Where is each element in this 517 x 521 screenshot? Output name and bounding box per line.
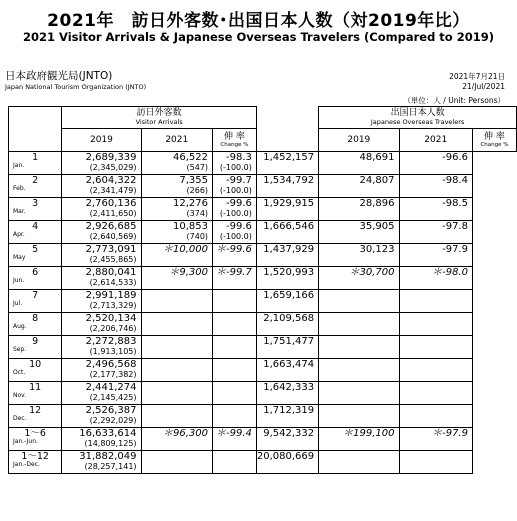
visitor-2021-cell (141, 221, 213, 244)
traveler-header-en: Japanese Overseas Travelers (370, 118, 465, 126)
visitor-2021-cell (141, 428, 213, 451)
table-row (9, 244, 517, 267)
visitor-2021-value: ＊9,300 (169, 267, 209, 278)
traveler-2019-cell (256, 244, 318, 267)
table-spacer-column (256, 107, 318, 152)
traveler-2019-cell (256, 198, 318, 221)
visitor-2021-value: 46,522 (173, 152, 209, 163)
visitor-2021-cell (141, 313, 213, 336)
visitor-2019-subvalue: (14,809,125) (84, 439, 137, 448)
traveler-change-value: -97.9 (442, 244, 468, 255)
month-cell (9, 313, 62, 336)
visitor-2019-subvalue: (2,292,029) (89, 416, 137, 425)
month-number: 7 (32, 290, 39, 301)
month-cell (9, 267, 62, 290)
visitor-2021-value: ＊96,300 (163, 428, 209, 439)
visitor-2021-cell (141, 336, 213, 359)
month-abbr: Feb. (13, 185, 26, 192)
traveler-2019-value: 1,712,319 (263, 405, 315, 416)
traveler-2021-cell (319, 267, 399, 290)
visitor-change-value: -99.7 (226, 175, 252, 186)
visitor-2019-subvalue: (2,411,650) (89, 209, 137, 218)
visitor-2019-value: 2,926,685 (85, 221, 137, 232)
release-date-en: 21/Jul/2021 (462, 82, 505, 91)
visitor-change-cell (213, 244, 257, 267)
month-cell (9, 451, 62, 474)
month-number: 9 (32, 336, 39, 347)
visitor-header-ja: 訪日外客数 (136, 108, 182, 118)
visitor-2019-cell (62, 175, 141, 198)
visitor-change-cell (213, 313, 257, 336)
traveler-2021-cell (319, 382, 399, 405)
table-row (9, 428, 517, 451)
visitor-change-value: ＊-99.6 (216, 244, 252, 255)
month-number: 11 (29, 382, 42, 393)
visitor-2019-subvalue: (2,345,029) (89, 163, 137, 172)
traveler-2019-cell (256, 336, 318, 359)
visitor-2019-cell (62, 428, 141, 451)
month-abbr: Nov. (13, 392, 27, 399)
visitor-2019-cell (62, 152, 141, 175)
month-number: 4 (32, 221, 39, 232)
month-number: 6 (32, 267, 39, 278)
visitor-2019-cell (62, 244, 141, 267)
visitor-change-cell (213, 198, 257, 221)
rate-label-en: Change % (220, 141, 249, 148)
visitor-2019-subvalue: (28,257,141) (84, 462, 137, 471)
visitor-2019-subvalue: (2,713,329) (89, 301, 137, 310)
visitor-2019-cell (62, 336, 141, 359)
table-row (9, 198, 517, 221)
visitor-change-value: ＊-99.4 (216, 428, 252, 439)
traveler-change-value: -97.8 (442, 221, 468, 232)
organization-name-ja: 日本政府観光局(JNTO) (5, 70, 113, 82)
rate-label-ja: 伸 率 (224, 131, 245, 142)
traveler-change-value: ＊-97.9 (432, 428, 468, 439)
visitor-2021-cell (141, 198, 213, 221)
visitor-change-cell (213, 428, 257, 451)
visitor-2019-subvalue: (2,455,865) (89, 255, 137, 264)
month-number: 5 (32, 244, 39, 255)
traveler-change-cell (399, 382, 472, 405)
visitor-2019-cell (62, 313, 141, 336)
traveler-2019-value: 1,534,792 (263, 175, 315, 186)
table-row (9, 313, 517, 336)
traveler-change-cell (399, 359, 472, 382)
traveler-change-cell (399, 221, 472, 244)
visitor-2021-cell (141, 175, 213, 198)
month-abbr: Jan.-Dec. (13, 461, 40, 468)
traveler-2019-value: 1,452,157 (263, 152, 315, 163)
visitor-2021-cell (141, 451, 213, 474)
traveler-2021-cell (319, 175, 399, 198)
visitor-2021-value: 10,853 (173, 221, 209, 232)
month-cell (9, 359, 62, 382)
visitor-2019-value: 2,526,387 (85, 405, 137, 416)
visitor-2019-header: 2019 (62, 129, 141, 152)
visitor-2021-value: 7,355 (179, 175, 209, 186)
visitor-2019-subvalue: (2,614,533) (89, 278, 137, 287)
visitor-change-cell (213, 267, 257, 290)
visitor-2019-cell (62, 290, 141, 313)
traveler-2021-cell (319, 359, 399, 382)
month-cell (9, 152, 62, 175)
visitor-2021-cell (141, 359, 213, 382)
traveler-change-cell (399, 152, 472, 175)
unit-note: （単位：人 / Unit: Persons） (403, 96, 505, 105)
visitor-2021-cell (141, 267, 213, 290)
traveler-2019-value: 2,109,568 (263, 313, 315, 324)
visitor-2019-subvalue: (2,145,425) (89, 393, 137, 402)
visitor-2019-cell (62, 405, 141, 428)
month-abbr: Aug. (13, 323, 27, 330)
visitor-2021-subvalue: (547) (186, 163, 209, 172)
page-subtitle: 2021 Visitor Arrivals & Japanese Overseas Travelers (Compared to 2019) (23, 30, 494, 44)
traveler-change-cell (399, 290, 472, 313)
visitor-change-cell (213, 175, 257, 198)
visitor-change-cell (213, 405, 257, 428)
visitor-2019-value: 2,689,339 (85, 152, 137, 163)
traveler-2019-cell (256, 405, 318, 428)
visitor-2019-value: 2,760,136 (85, 198, 137, 209)
month-cell (9, 198, 62, 221)
month-abbr: May (13, 254, 26, 261)
visitor-2021-cell (141, 405, 213, 428)
traveler-2021-cell (319, 221, 399, 244)
visitor-change-cell (213, 152, 257, 175)
table-row (9, 359, 517, 382)
traveler-change-cell (399, 336, 472, 359)
visitor-2019-cell (62, 359, 141, 382)
traveler-2019-value: 9,542,332 (263, 428, 315, 439)
traveler-2019-value: 1,663,474 (263, 359, 315, 370)
visitor-change-cell (213, 336, 257, 359)
visitor-2019-subvalue: (1,913,105) (89, 347, 137, 356)
visitor-header-en: Visitor Arrivals (135, 118, 183, 126)
table-row (9, 336, 517, 359)
month-cell (9, 405, 62, 428)
visitor-2021-cell (141, 152, 213, 175)
visitor-2021-subvalue: (266) (186, 186, 209, 195)
month-abbr: Jul. (13, 300, 23, 307)
traveler-2019-cell (256, 267, 318, 290)
visitor-change-value: -99.6 (226, 198, 252, 209)
traveler-header-ja: 出国日本人数 (390, 108, 445, 118)
month-number: 1～6 (24, 428, 46, 439)
traveler-change-cell (399, 175, 472, 198)
traveler-2021-value: 24,807 (359, 175, 395, 186)
visitor-2021-value: 12,276 (173, 198, 209, 209)
visitor-change-subvalue: (-100.0) (219, 163, 252, 172)
visitor-2019-value: 31,882,049 (79, 451, 137, 462)
traveler-2021-value: 30,123 (359, 244, 395, 255)
visitor-change-cell (213, 451, 257, 474)
visitor-2019-value: 2,496,568 (85, 359, 137, 370)
month-number: 2 (32, 175, 39, 186)
month-cell (9, 244, 62, 267)
month-number: 1～12 (21, 451, 49, 462)
visitor-2019-cell (62, 451, 141, 474)
traveler-2021-value: ＊199,100 (343, 428, 395, 439)
month-cell (9, 428, 62, 451)
table-header-group-row (9, 107, 517, 129)
traveler-change-value: ＊-98.0 (432, 267, 468, 278)
visitor-change-cell (213, 382, 257, 405)
table-row (9, 451, 517, 474)
visitor-2021-cell (141, 382, 213, 405)
month-abbr: Oct. (13, 369, 26, 376)
visitor-change-subvalue: (-100.0) (219, 232, 252, 241)
table-row (9, 152, 517, 175)
month-abbr: Mar. (13, 208, 26, 215)
visitor-2021-subvalue: (374) (186, 209, 209, 218)
traveler-2021-cell (319, 313, 399, 336)
month-abbr: Jan.-Jun. (13, 438, 38, 445)
traveler-change-cell (399, 244, 472, 267)
traveler-change-cell (399, 451, 472, 474)
month-abbr: Apr. (13, 231, 25, 238)
traveler-change-cell (399, 267, 472, 290)
traveler-2019-cell (256, 221, 318, 244)
traveler-2021-cell (319, 198, 399, 221)
traveler-2019-cell (256, 428, 318, 451)
traveler-2021-value: 48,691 (359, 152, 395, 163)
traveler-2019-cell (256, 451, 318, 474)
table-row (9, 221, 517, 244)
traveler-2019-cell (256, 382, 318, 405)
visitor-change-value: ＊-99.7 (216, 267, 252, 278)
visitor-2019-cell (62, 382, 141, 405)
visitor-2019-value: 2,991,189 (85, 290, 137, 301)
month-cell (9, 221, 62, 244)
traveler-2019-value: 1,929,915 (263, 198, 315, 209)
visitor-2019-value: 2,773,091 (85, 244, 137, 255)
traveler-2019-header: 2019 (319, 129, 399, 152)
visitor-2019-value: 2,604,322 (85, 175, 137, 186)
traveler-2019-value: 1,642,333 (263, 382, 315, 393)
month-number: 12 (29, 405, 42, 416)
traveler-change-cell (399, 405, 472, 428)
traveler-change-cell (399, 198, 472, 221)
visitor-2019-value: 2,272,883 (85, 336, 137, 347)
traveler-2021-cell (319, 244, 399, 267)
traveler-change-value: -98.4 (442, 175, 468, 186)
table-row (9, 267, 517, 290)
traveler-2021-cell (319, 152, 399, 175)
traveler-2019-cell (256, 152, 318, 175)
traveler-2021-value: 28,896 (359, 198, 395, 209)
traveler-2021-value: 35,905 (359, 221, 395, 232)
visitor-change-cell (213, 290, 257, 313)
traveler-2021-cell (319, 451, 399, 474)
traveler-2021-header: 2021 (399, 129, 472, 152)
visitor-2019-subvalue: (2,640,569) (89, 232, 137, 241)
traveler-2019-cell (256, 290, 318, 313)
visitor-2021-cell (141, 290, 213, 313)
organization-name-en: Japan National Tourism Organization (JNTO) (5, 83, 147, 91)
visitor-change-subvalue: (-100.0) (219, 209, 252, 218)
traveler-change-cell (399, 313, 472, 336)
visitor-2021-value: ＊10,000 (163, 244, 209, 255)
visitor-2019-cell (62, 267, 141, 290)
traveler-2019-value: 1,666,546 (263, 221, 315, 232)
rate-label-ja: 伸 率 (484, 131, 505, 142)
traveler-2019-value: 1,437,929 (263, 244, 315, 255)
traveler-2019-value: 1,751,477 (263, 336, 315, 347)
month-number: 8 (32, 313, 39, 324)
traveler-change-value: -98.5 (442, 198, 468, 209)
page-title: 2021年 訪日外客数･出国日本人数（対2019年比） (47, 11, 470, 31)
rate-label-en: Change % (480, 141, 509, 148)
visitor-2019-subvalue: (2,206,746) (89, 324, 137, 333)
visitor-2019-value: 16,633,614 (79, 428, 137, 439)
visitor-2019-subvalue: (2,341,479) (89, 186, 137, 195)
visitor-change-subvalue: (-100.0) (219, 186, 252, 195)
traveler-2019-cell (256, 359, 318, 382)
traveler-change-cell (399, 428, 472, 451)
traveler-2021-cell (319, 336, 399, 359)
statistics-table (8, 106, 517, 474)
visitor-2019-value: 2,880,041 (85, 267, 137, 278)
traveler-2019-cell (256, 313, 318, 336)
table-row (9, 405, 517, 428)
traveler-2021-cell (319, 428, 399, 451)
visitor-arrivals-header (62, 107, 257, 129)
traveler-2021-cell (319, 290, 399, 313)
traveler-2019-cell (256, 175, 318, 198)
month-number: 1 (32, 152, 39, 163)
visitor-2021-subvalue: (740) (186, 232, 209, 241)
visitor-change-value: -99.6 (226, 221, 252, 232)
traveler-change-header (472, 129, 516, 152)
month-cell (9, 175, 62, 198)
month-number: 3 (32, 198, 39, 209)
visitor-2021-header: 2021 (141, 129, 213, 152)
month-abbr: Dec. (13, 415, 27, 422)
traveler-change-value: -96.6 (442, 152, 468, 163)
traveler-2019-value: 20,080,669 (256, 451, 315, 462)
visitor-change-value: -98.3 (226, 152, 252, 163)
traveler-2019-value: 1,520,993 (263, 267, 315, 278)
month-cell (9, 336, 62, 359)
table-row (9, 175, 517, 198)
visitor-2019-subvalue: (2,177,382) (89, 370, 137, 379)
month-abbr: Jun. (13, 277, 25, 284)
month-abbr: Sep. (13, 346, 27, 353)
traveler-2019-value: 1,659,166 (263, 290, 315, 301)
visitor-change-cell (213, 359, 257, 382)
visitor-2019-cell (62, 198, 141, 221)
visitor-2021-cell (141, 244, 213, 267)
table-row (9, 290, 517, 313)
visitor-change-header (213, 129, 257, 152)
month-cell (9, 382, 62, 405)
overseas-travelers-header (319, 107, 517, 129)
visitor-change-cell (213, 221, 257, 244)
traveler-2021-value: ＊30,700 (349, 267, 395, 278)
traveler-2021-cell (319, 405, 399, 428)
month-abbr: Jan. (13, 162, 25, 169)
table-row (9, 382, 517, 405)
visitor-2019-value: 2,441,274 (85, 382, 137, 393)
visitor-2019-value: 2,520,134 (85, 313, 137, 324)
release-date-ja: 2021年7月21日 (449, 72, 505, 81)
visitor-2019-cell (62, 221, 141, 244)
month-number: 10 (29, 359, 42, 370)
month-cell (9, 290, 62, 313)
month-header-cell (9, 107, 62, 152)
